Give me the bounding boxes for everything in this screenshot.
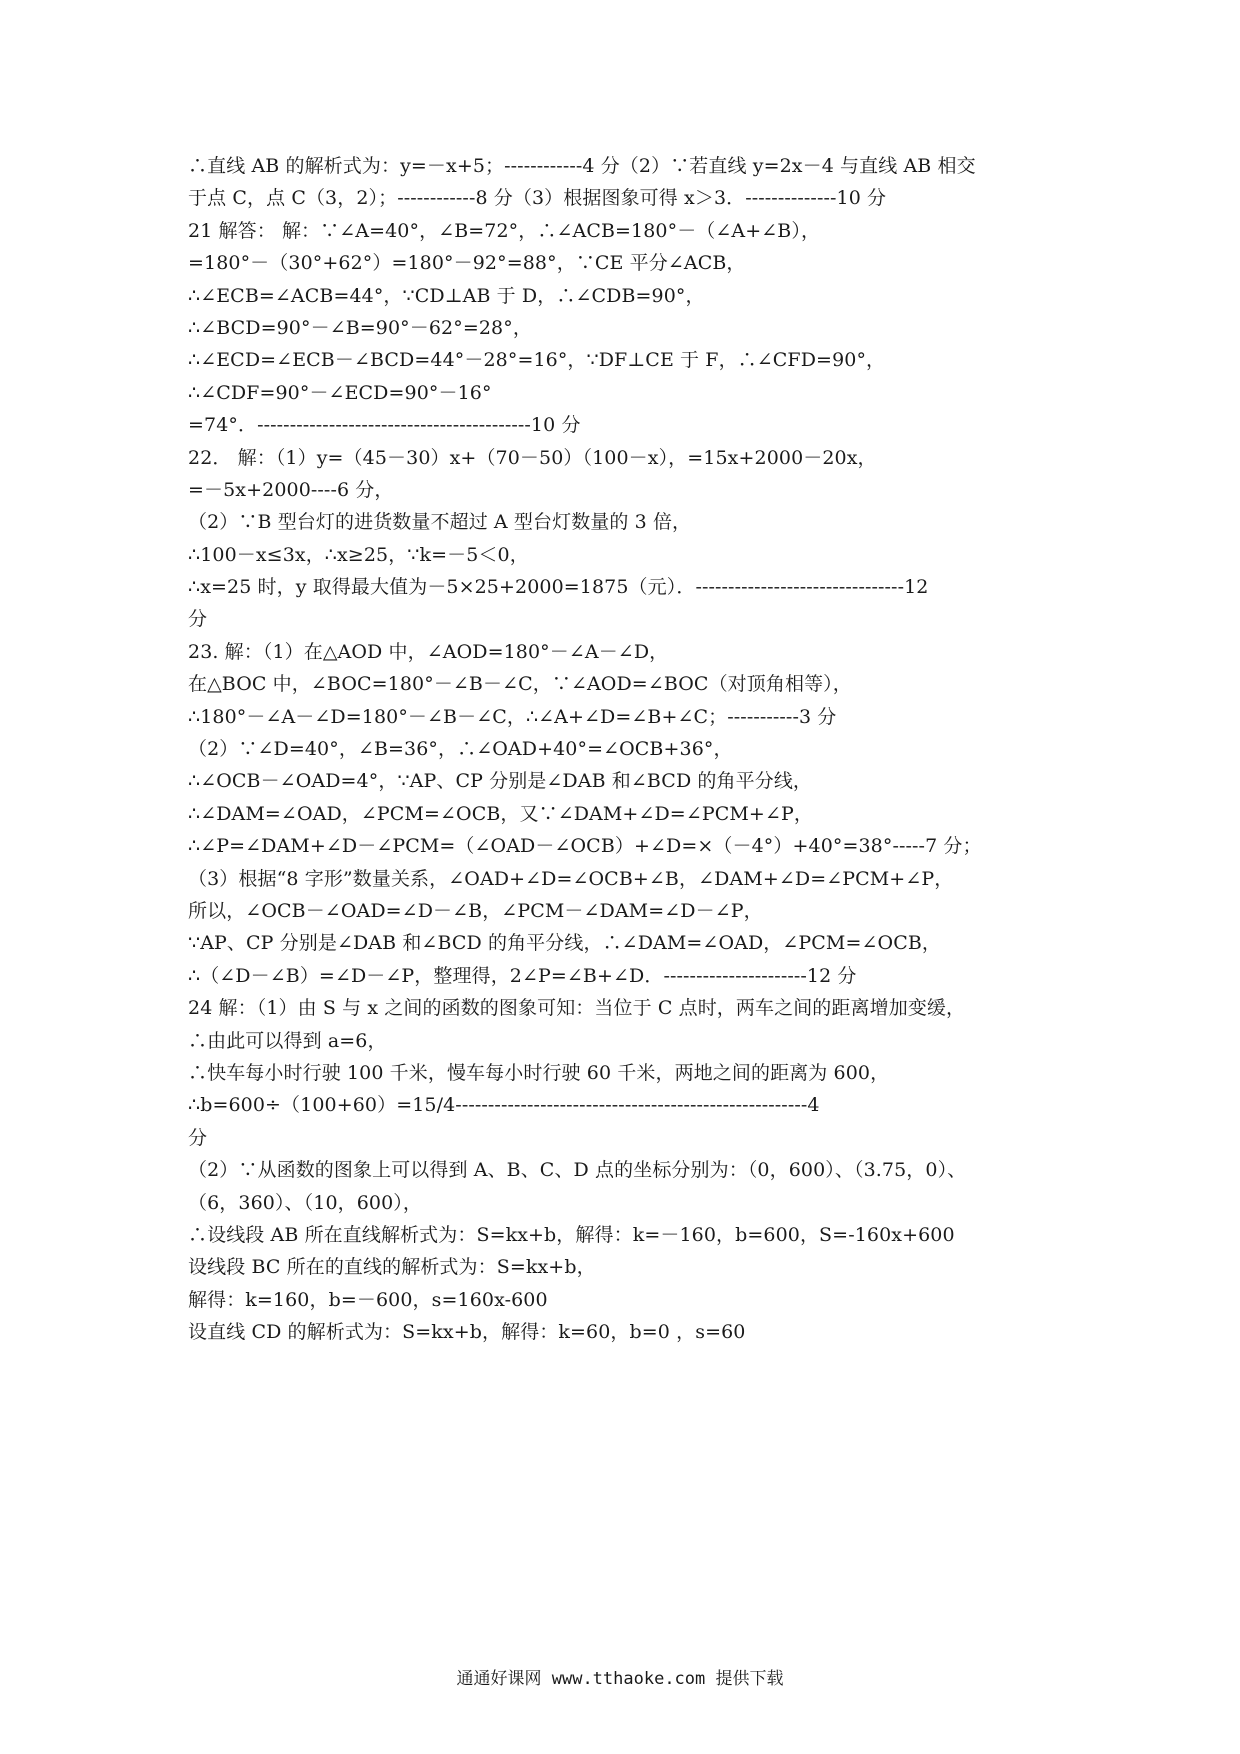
text-line: （6，360）、（10，600）， xyxy=(188,1191,422,1214)
text-line: ∴∠P=∠DAM+∠D－∠PCM=（∠OAD－∠OCB）+∠D=×（－4°）+40°=38°-----7 分； xyxy=(188,835,982,858)
solution-text xyxy=(188,150,1056,1348)
text-line: ∴b=600÷（100+60）=15/4------------------------------------------------------4 xyxy=(188,1094,820,1117)
text-line: ∴∠BCD=90°－∠B=90°－62°=28°， xyxy=(188,316,532,339)
text-line: ∴∠DAM=∠OAD，∠PCM=∠OCB，又∵∠DAM+∠D=∠PCM+∠P， xyxy=(188,802,813,825)
text-line: ∵AP、CP 分别是∠DAB 和∠BCD 的角平分线，∴∠DAM=∠OAD，∠PCM=∠OCB， xyxy=(188,932,941,955)
text-line: （3）根据“8 字形”数量关系，∠OAD+∠D=∠OCB+∠B，∠DAM+∠D=∠PCM+∠P， xyxy=(188,867,954,890)
text-line: 22． 解：（1）y=（45－30）x+（70－50）（100－x），=15x+2000－20x， xyxy=(188,446,877,469)
text-line: 分 xyxy=(188,1126,208,1149)
text-line: ∴x=25 时，y 取得最大值为－5×25+2000=1875（元）．--------------------------------12 xyxy=(188,576,929,599)
text-line: ∴设线段 AB 所在直线解析式为：S=kx+b，解得：k=－160，b=600，S=-160x+600 xyxy=(188,1223,955,1246)
text-line: 21 解答： 解：∵∠A=40°，∠B=72°，∴∠ACB=180°－（∠A+∠B）， xyxy=(188,219,821,242)
text-line: 23. 解：（1）在△AOD 中，∠AOD=180°－∠A－∠D， xyxy=(188,640,669,663)
text-line: ∴（∠D－∠B）=∠D－∠P，整理得，2∠P=∠B+∠D．----------------------12 分 xyxy=(188,964,857,987)
text-line: 24 解：（1）由 S 与 x 之间的函数的图象可知：当位于 C 点时，两车之间的距离增加变缓， xyxy=(188,997,966,1020)
text-line: =74°．------------------------------------------10 分 xyxy=(188,414,581,437)
text-line: 设线段 BC 所在的直线的解析式为：S=kx+b， xyxy=(188,1256,596,1279)
page-footer: 通通好课网 www.tthaoke.com 提供下载 xyxy=(456,1669,784,1689)
text-line: （2）∵B 型台灯的进货数量不超过 A 型台灯数量的 3 倍， xyxy=(188,511,692,534)
text-line: 分 xyxy=(188,608,208,631)
text-line: ∴快车每小时行驶 100 千米，慢车每小时行驶 60 千米，两地之间的距离为 600， xyxy=(188,1061,890,1084)
text-line: ∴∠ECD=∠ECB－∠BCD=44°－28°=16°，∵DF⊥CE 于 F，∴∠CFD=90°， xyxy=(188,349,886,372)
text-line: （2）∵从函数的图象上可以得到 A、B、C、D 点的坐标分别为：（0，600）、（3.75，0）、 xyxy=(188,1159,967,1182)
text-line: 在△BOC 中，∠BOC=180°－∠B－∠C，∵∠AOD=∠BOC（对顶角相等）， xyxy=(188,673,852,696)
text-line: ∴∠ECB=∠ACB=44°，∵CD⊥AB 于 D，∴∠CDB=90°， xyxy=(188,284,705,307)
text-line: 设直线 CD 的解析式为：S=kx+b，解得：k=60，b=0 ，s=60 xyxy=(188,1321,746,1344)
text-line: ∴100－x≤3x，∴x≥25，∵k=－5＜0， xyxy=(188,543,529,566)
text-line: ∴∠CDF=90°－∠ECD=90°－16° xyxy=(188,381,492,404)
text-line: =180°－（30°+62°）=180°－92°=88°，∵CE 平分∠ACB， xyxy=(188,252,746,275)
text-line: （2）∵∠D=40°，∠B=36°，∴∠OAD+40°=∠OCB+36°， xyxy=(188,738,733,761)
text-line: ∴直线 AB 的解析式为：y=－x+5；------------4 分（2）∵若直线 y=2x－4 与直线 AB 相交 xyxy=(188,155,976,177)
text-line: 所以，∠OCB－∠OAD=∠D－∠B，∠PCM－∠DAM=∠D－∠P， xyxy=(188,899,763,922)
text-line: 解得：k=160，b=－600，s=160x-600 xyxy=(188,1288,548,1311)
text-line: =－5x+2000----6 分， xyxy=(188,478,394,501)
text-line: ∴由此可以得到 a=6， xyxy=(188,1029,387,1052)
text-line: ∴∠OCB－∠OAD=4°，∵AP、CP 分别是∠DAB 和∠BCD 的角平分线， xyxy=(188,770,813,793)
text-line: 于点 C，点 C（3，2）；------------8 分（3）根据图象可得 x＞3．--------------10 分 xyxy=(188,187,887,210)
text-line: ∴180°－∠A－∠D=180°－∠B－∠C，∴∠A+∠D=∠B+∠C；-----------3 分 xyxy=(188,705,837,728)
